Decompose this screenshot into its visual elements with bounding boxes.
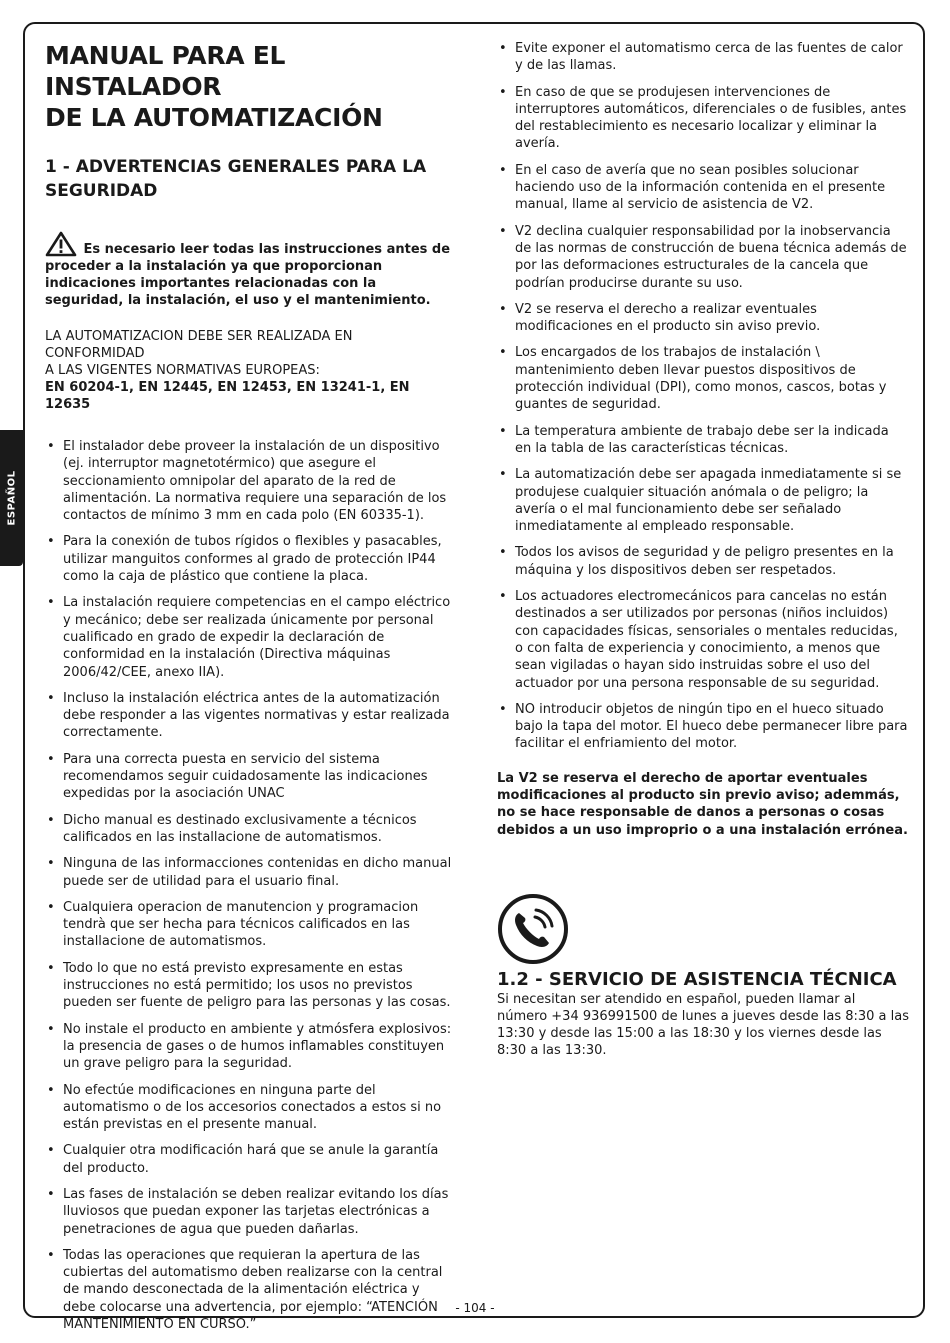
list-item: • Cualquiera operacion de manutencion y programacion tendrà que ser hecha para técnicos calificados en las installacione de automatismos. — [45, 899, 455, 951]
language-tab-label: ESPAÑOL — [6, 470, 17, 526]
list-item: • La automatización debe ser apagada inmediatamente si se produjese cualquier situación anómala o de peligro; la avería o el mal funcionamiento debe ser señalado inmediatamente al empleado responsable. — [497, 466, 909, 535]
language-tab — [0, 430, 23, 566]
list-item: • Todo lo que no está previsto expresamente en estas instrucciones no está permitido; los usos no previstos pueden ser fuente de peligro para las personas y las cosas. — [45, 960, 455, 1012]
right-bullet-list — [497, 40, 909, 753]
phone-call-icon — [497, 893, 569, 965]
page-title — [45, 40, 455, 133]
list-item: • Para la conexión de tubos rígidos o flexibles y pasacables, utilizar manguitos conformes al grado de protección IP44 como la caja de plástico que contiene la placa. — [45, 533, 455, 585]
disclaimer-note: La V2 se reserva el derecho de aportar eventuales modificaciones al producto sin previo aviso; ademmás, no se hace responsable de danos a personas o cosas debidos a un uso improprio o a una instalación errónea. — [497, 770, 908, 838]
warning-triangle-icon — [45, 231, 77, 257]
list-item: • En el caso de avería que no sean posibles solucionar haciendo uso de la información contenida en el presente manual, llame al servicio de asistencia de V2. — [497, 162, 909, 214]
norm-paragraph — [45, 328, 455, 413]
warning-paragraph — [45, 231, 455, 309]
section-title-line1: 1 - ADVERTENCIAS GENERALES PARA LA — [45, 157, 427, 177]
list-item: • Las fases de instalación se deben realizar evitando los días lluviosos que puedan exponer las tarjetas electrónicas a penetraciones de agua que pueden dañarlas. — [45, 1186, 455, 1238]
list-item: • V2 declina cualquier responsabilidad por la inobservancia de las normas de construcción de buena técnica además de por las deformaciones estructurales de la cancela que podrían producirse durante su uso. — [497, 223, 909, 292]
list-item: • En caso de que se produjesen intervenciones de interruptores automáticos, diferenciales o de fusibles, antes del restablecimiento es necesario localizar y eliminar la avería. — [497, 84, 909, 153]
left-column — [45, 40, 455, 1342]
list-item: • Para una correcta puesta en servicio del sistema recomendamos seguir cuidadosamente las indicaciones expedidas por la asociación UNAC — [45, 751, 455, 803]
page-title-line2: DE LA AUTOMATIZACIÓN — [45, 103, 383, 132]
list-item: • Ninguna de las informacciones contenidas en dicho manual puede ser de utilidad para el usuario final. — [45, 855, 455, 890]
list-item: • Evite exponer el automatismo cerca de las fuentes de calor y de las llamas. — [497, 40, 909, 75]
list-item: • V2 se reserva el derecho a realizar eventuales modificaciones en el producto sin aviso previo. — [497, 301, 909, 336]
list-item: • NO introducir objetos de ningún tipo en el hueco situado bajo la tapa del motor. El hueco debe permanecer libre para facilitar el enfriamiento del motor. — [497, 701, 909, 753]
list-item: • Los actuadores electromecánicos para cancelas no están destinados a ser utilizados por personas (niños incluidos) con capacidades físicas, sensoriales o mentales reducidas, o con falta de experiencia y conocimiento, a menos que sean vigiladas o hayan sido instruidas sobre el uso del actuador por una persona responsable de su seguridad. — [497, 588, 909, 692]
assistance-text: Si necesitan ser atendido en español, pueden llamar al número +34 936991500 de lunes a jueves desde las 8:30 a las 13:30 y desde las 15:00 a las 18:30 y los viernes desde las 8:30 a las 13:30. — [497, 991, 910, 1058]
page-title-line1: MANUAL PARA EL INSTALADOR — [45, 41, 286, 101]
left-bullet-list — [45, 438, 455, 1333]
list-item: • Todos los avisos de seguridad y de peligro presentes en la máquina y los dispositivos deben ser respetados. — [497, 544, 909, 579]
list-item: • Cualquier otra modificación hará que se anule la garantía del producto. — [45, 1142, 455, 1177]
list-item: • El instalador debe proveer la instalación de un dispositivo (ej. interruptor magnetotérmico) que asegure el seccionamiento omnipolar del aparato de la red de alimentación. La normativa requiere una separación de los contactos de mínimo 3 mm en cada polo (EN 60335-1). — [45, 438, 455, 524]
norm-line1: LA AUTOMATIZACION DEBE SER REALIZADA EN CONFORMIDAD — [45, 329, 353, 361]
right-column — [497, 40, 909, 1059]
list-item: • Dicho manual es destinado exclusivamente a técnicos calificados en las installacione de automatismos. — [45, 812, 455, 847]
section-title-line2: SEGURIDAD — [45, 181, 158, 201]
list-item: • Todas las operaciones que requieran la apertura de las cubiertas del automatismo deben realizarse con la central de mando desconectada de la alimentación eléctrica y debe colocarse una advertencia, por ejemplo: “ATENCIÓN MANTENIMIENTO EN CURSO.” — [45, 1247, 455, 1333]
norm-standards: EN 60204-1, EN 12445, EN 12453, EN 13241-1, EN 12635 — [45, 380, 410, 412]
list-item: • No instale el producto en ambiente y atmósfera explosivos: la presencia de gases o de humos inflamables constituyen un grave peligro para la seguridad. — [45, 1021, 455, 1073]
page-number: - 104 - — [455, 1301, 495, 1315]
section-title — [45, 155, 455, 203]
assistance-title: 1.2 - SERVICIO DE ASISTENCIA TÉCNICA — [497, 968, 897, 990]
list-item: • La instalación requiere competencias en el campo eléctrico y mecánico; debe ser realizada únicamente por personal cualificado en grado de expedir la declaración de conformidad en la instalación (Directiva máquinas 2006/42/CEE, anexo IIA). — [45, 594, 455, 680]
list-item: • No efectúe modificaciones en ninguna parte del automatismo o de los accesorios conectados a estos si no están previstas en el presente manual. — [45, 1082, 455, 1134]
warning-text: Es necesario leer todas las instrucciones antes de proceder a la instalación ya que proporcionan indicaciones importantes relacionadas con la seguridad, la instalación, el uso y el mantenimiento. — [45, 242, 451, 308]
norm-line2: A LAS VIGENTES NORMATIVAS EUROPEAS: — [45, 363, 320, 378]
list-item: • La temperatura ambiente de trabajo debe ser la indicada en la tabla de las características técnicas. — [497, 423, 909, 458]
list-item: • Los encargados de los trabajos de instalación \ mantenimiento deben llevar puestos dispositivos de protección individual (DPI), como monos, cascos, botas y guantes de seguridad. — [497, 344, 909, 413]
list-item: • Incluso la instalación eléctrica antes de la automatización debe responder a las vigentes normativas y estar realizada correctamente. — [45, 690, 455, 742]
